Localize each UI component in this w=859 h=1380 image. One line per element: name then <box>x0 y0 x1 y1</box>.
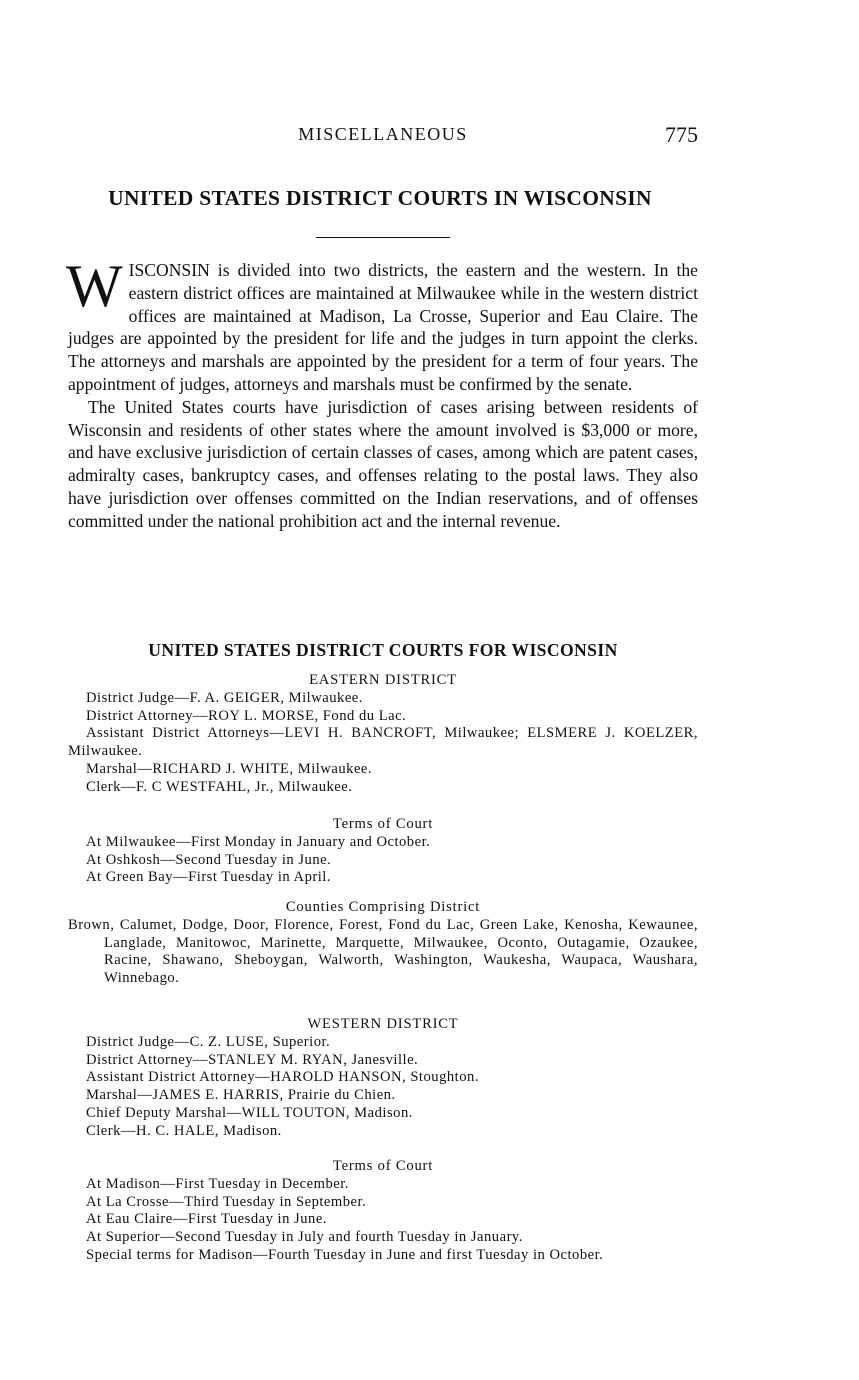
running-head <box>68 122 698 148</box>
officer-line: District Judge—F. A. GEIGER, Milwaukee. <box>86 689 363 706</box>
title-rule <box>316 237 450 238</box>
section-heading: UNITED STATES DISTRICT COURTS FOR WISCONSIN <box>148 640 618 660</box>
term-line: At Oshkosh—Second Tuesday in June. <box>86 851 332 868</box>
main-title: UNITED STATES DISTRICT COURTS IN WISCONSIN <box>108 186 652 210</box>
intro-text <box>66 253 698 533</box>
intro-paragraph-1 <box>66 253 698 396</box>
eastern-counties-section <box>68 899 698 988</box>
officer-line: District Attorney—STANLEY M. RYAN, Janesville. <box>86 1051 419 1068</box>
western-district-section <box>68 1016 698 1141</box>
western-terms-section <box>68 1158 698 1265</box>
term-line: At La Crosse—Third Tuesday in September. <box>86 1193 367 1210</box>
western-district-heading: WESTERN DISTRICT <box>307 1016 459 1032</box>
officer-line: Chief Deputy Marshal—WILL TOUTON, Madison. <box>86 1104 413 1121</box>
eastern-terms-section <box>68 816 698 887</box>
page-number: 775 <box>665 122 698 147</box>
intro-paragraph-1-text: ISCONSIN is divided into two districts, the eastern and the western. In the eastern district offices are maintained at Milwaukee while in the western district offices are maintained at Madison, La Crosse, Superior and Eau Claire. The judges are appointed by the president for life and the judges in turn appoint the clerks. The attorneys and marshals are appointed by the president for a term of four years. The appointment of judges, attorneys and marshals must be confirmed by the senate. <box>68 260 698 394</box>
term-line: At Eau Claire—First Tuesday in June. <box>86 1211 327 1228</box>
officer-line: Assistant District Attorneys—LEVI H. BANCROFT, Milwaukee; ELSMERE J. KOELZER, Milwaukee. <box>68 725 698 760</box>
term-line: At Madison—First Tuesday in December. <box>86 1175 349 1192</box>
term-line: At Milwaukee—First Monday in January and October. <box>86 833 431 850</box>
term-line: At Green Bay—First Tuesday in April. <box>86 869 332 886</box>
running-title: MISCELLANEOUS <box>298 124 468 144</box>
officer-line: Assistant District Attorney—HAROLD HANSON, Stoughton. <box>86 1069 479 1086</box>
officer-line: District Attorney—ROY L. MORSE, Fond du Lac. <box>86 707 407 724</box>
term-line: At Superior—Second Tuesday in July and fourth Tuesday in January. <box>86 1229 523 1246</box>
western-terms-heading: Terms of Court <box>332 1158 434 1174</box>
officer-line: Clerk—F. C WESTFAHL, Jr., Milwaukee. <box>86 778 353 795</box>
counties-list: Brown, Calumet, Dodge, Door, Florence, Forest, Fond du Lac, Green Lake, Kenosha, Kewaunee, Langlade, Manitowoc, Marinette, Marquette, Milwaukee, Oconto, Outagamie, Ozaukee, Racine, Shawano, Sheboygan, Walworth, Washington, Waukesha, Waupaca, Waushara, Winnebago. <box>68 916 698 987</box>
officer-line: Marshal—JAMES E. HARRIS, Prairie du Chien. <box>86 1087 396 1104</box>
officer-line: Clerk—H. C. HALE, Madison. <box>86 1122 282 1139</box>
counties-heading: Counties Comprising District <box>285 899 481 915</box>
officer-line: District Judge—C. Z. LUSE, Superior. <box>86 1033 331 1050</box>
intro-paragraph-2: The United States courts have jurisdiction of cases arising between residents of Wisconsin and residents of other states where the amount involved is $3,000 or more, and have exclusive jurisdiction of certain classes of cases, among which are patent cases, admiralty cases, bankruptcy cases, and offenses relating to the postal laws. They also have jurisdiction over offenses committed on the Indian reservations, and of offenses committed under the national prohibition act and the internal revenue. <box>68 396 698 531</box>
eastern-district-section <box>68 672 698 797</box>
officer-line: Marshal—RICHARD J. WHITE, Milwaukee. <box>86 760 373 777</box>
eastern-terms-heading: Terms of Court <box>332 816 434 832</box>
term-line: Special terms for Madison—Fourth Tuesday in June and first Tuesday in October. <box>86 1246 604 1263</box>
drop-cap: W <box>66 253 123 319</box>
eastern-district-heading: EASTERN DISTRICT <box>309 672 457 688</box>
